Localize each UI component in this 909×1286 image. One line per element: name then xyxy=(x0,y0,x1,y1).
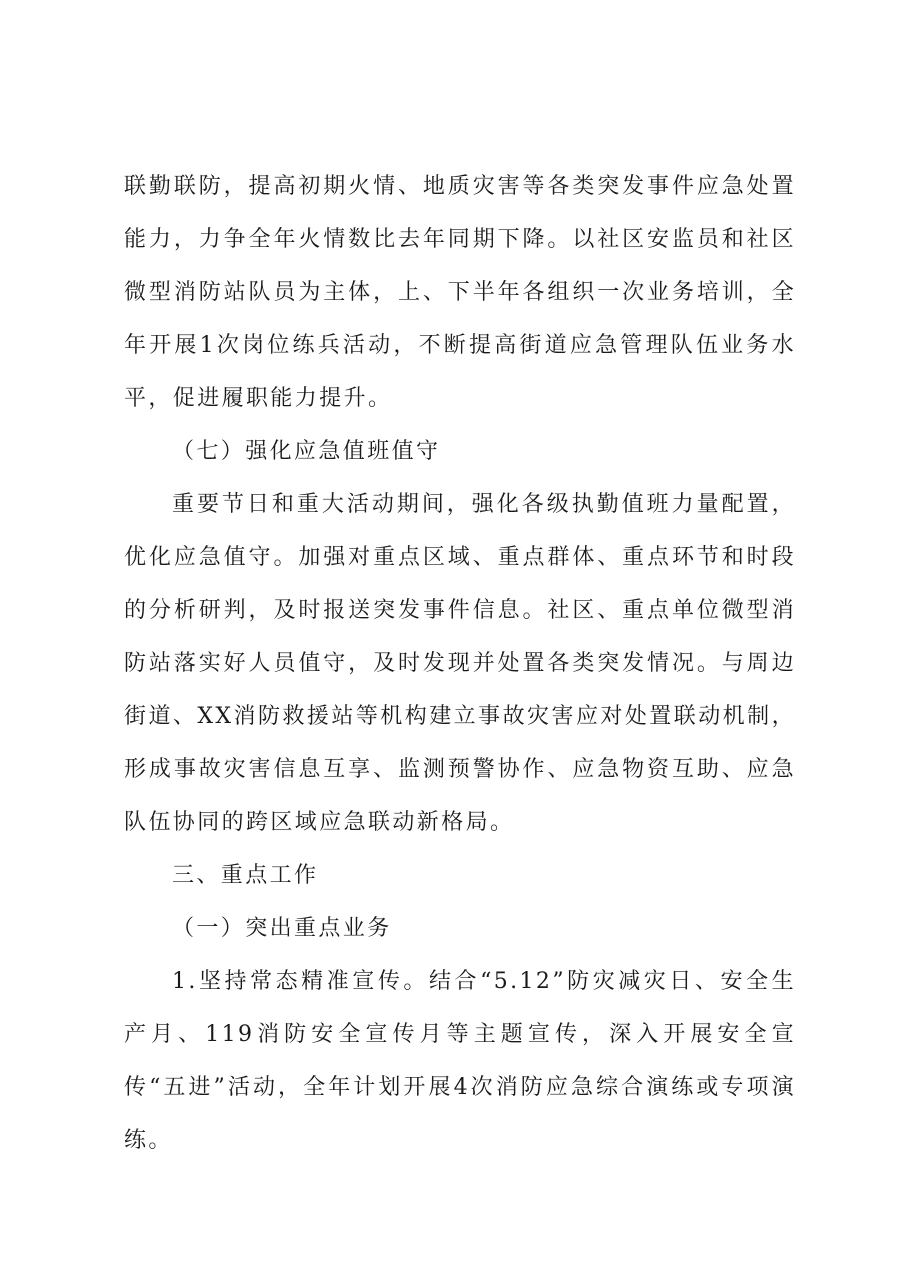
heading-emergency-duty: （七）强化应急值班值守 xyxy=(172,439,441,464)
paragraph-emergency-duty: 重要节日和重大活动期间，强化各级执勤值班力量配置，优化应急值守。加强对重点区域、重点群体、重点环节和时段的分析研判，及时报送突发事件信息。社区、重点单位微型消防站落实好人员值守，及时发现并处置各类突发情况。与周边街道、XX消防救援站等机构建立事故灾害应对处置联动机制，形成事故灾害信息互享、监测预警协作、应急物资互助、应急队伍协同的跨区域应急联动新格局。 xyxy=(124,492,796,835)
document-body xyxy=(124,160,796,1167)
paragraph-publicity: 1.坚持常态精准宣传。结合“5.12”防灾减灾日、安全生产月、119消防安全宣传月等主题宣传，深入开展安全宣传“五进”活动，全年计划开展4次消防应急综合演练或专项演练。 xyxy=(124,969,796,1153)
paragraph-joint-defense: 联勤联防，提高初期火情、地质灾害等各类突发事件应急处置能力，力争全年火情数比去年同期下降。以社区安监员和社区微型消防站队员为主体，上、下半年各组织一次业务培训，全年开展1次岗位练兵活动，不断提高街道应急管理队伍业务水平，促进履职能力提升。 xyxy=(124,174,796,411)
section-key-work: 三、重点工作 xyxy=(172,863,319,888)
heading-key-business: （一）突出重点业务 xyxy=(172,916,392,941)
